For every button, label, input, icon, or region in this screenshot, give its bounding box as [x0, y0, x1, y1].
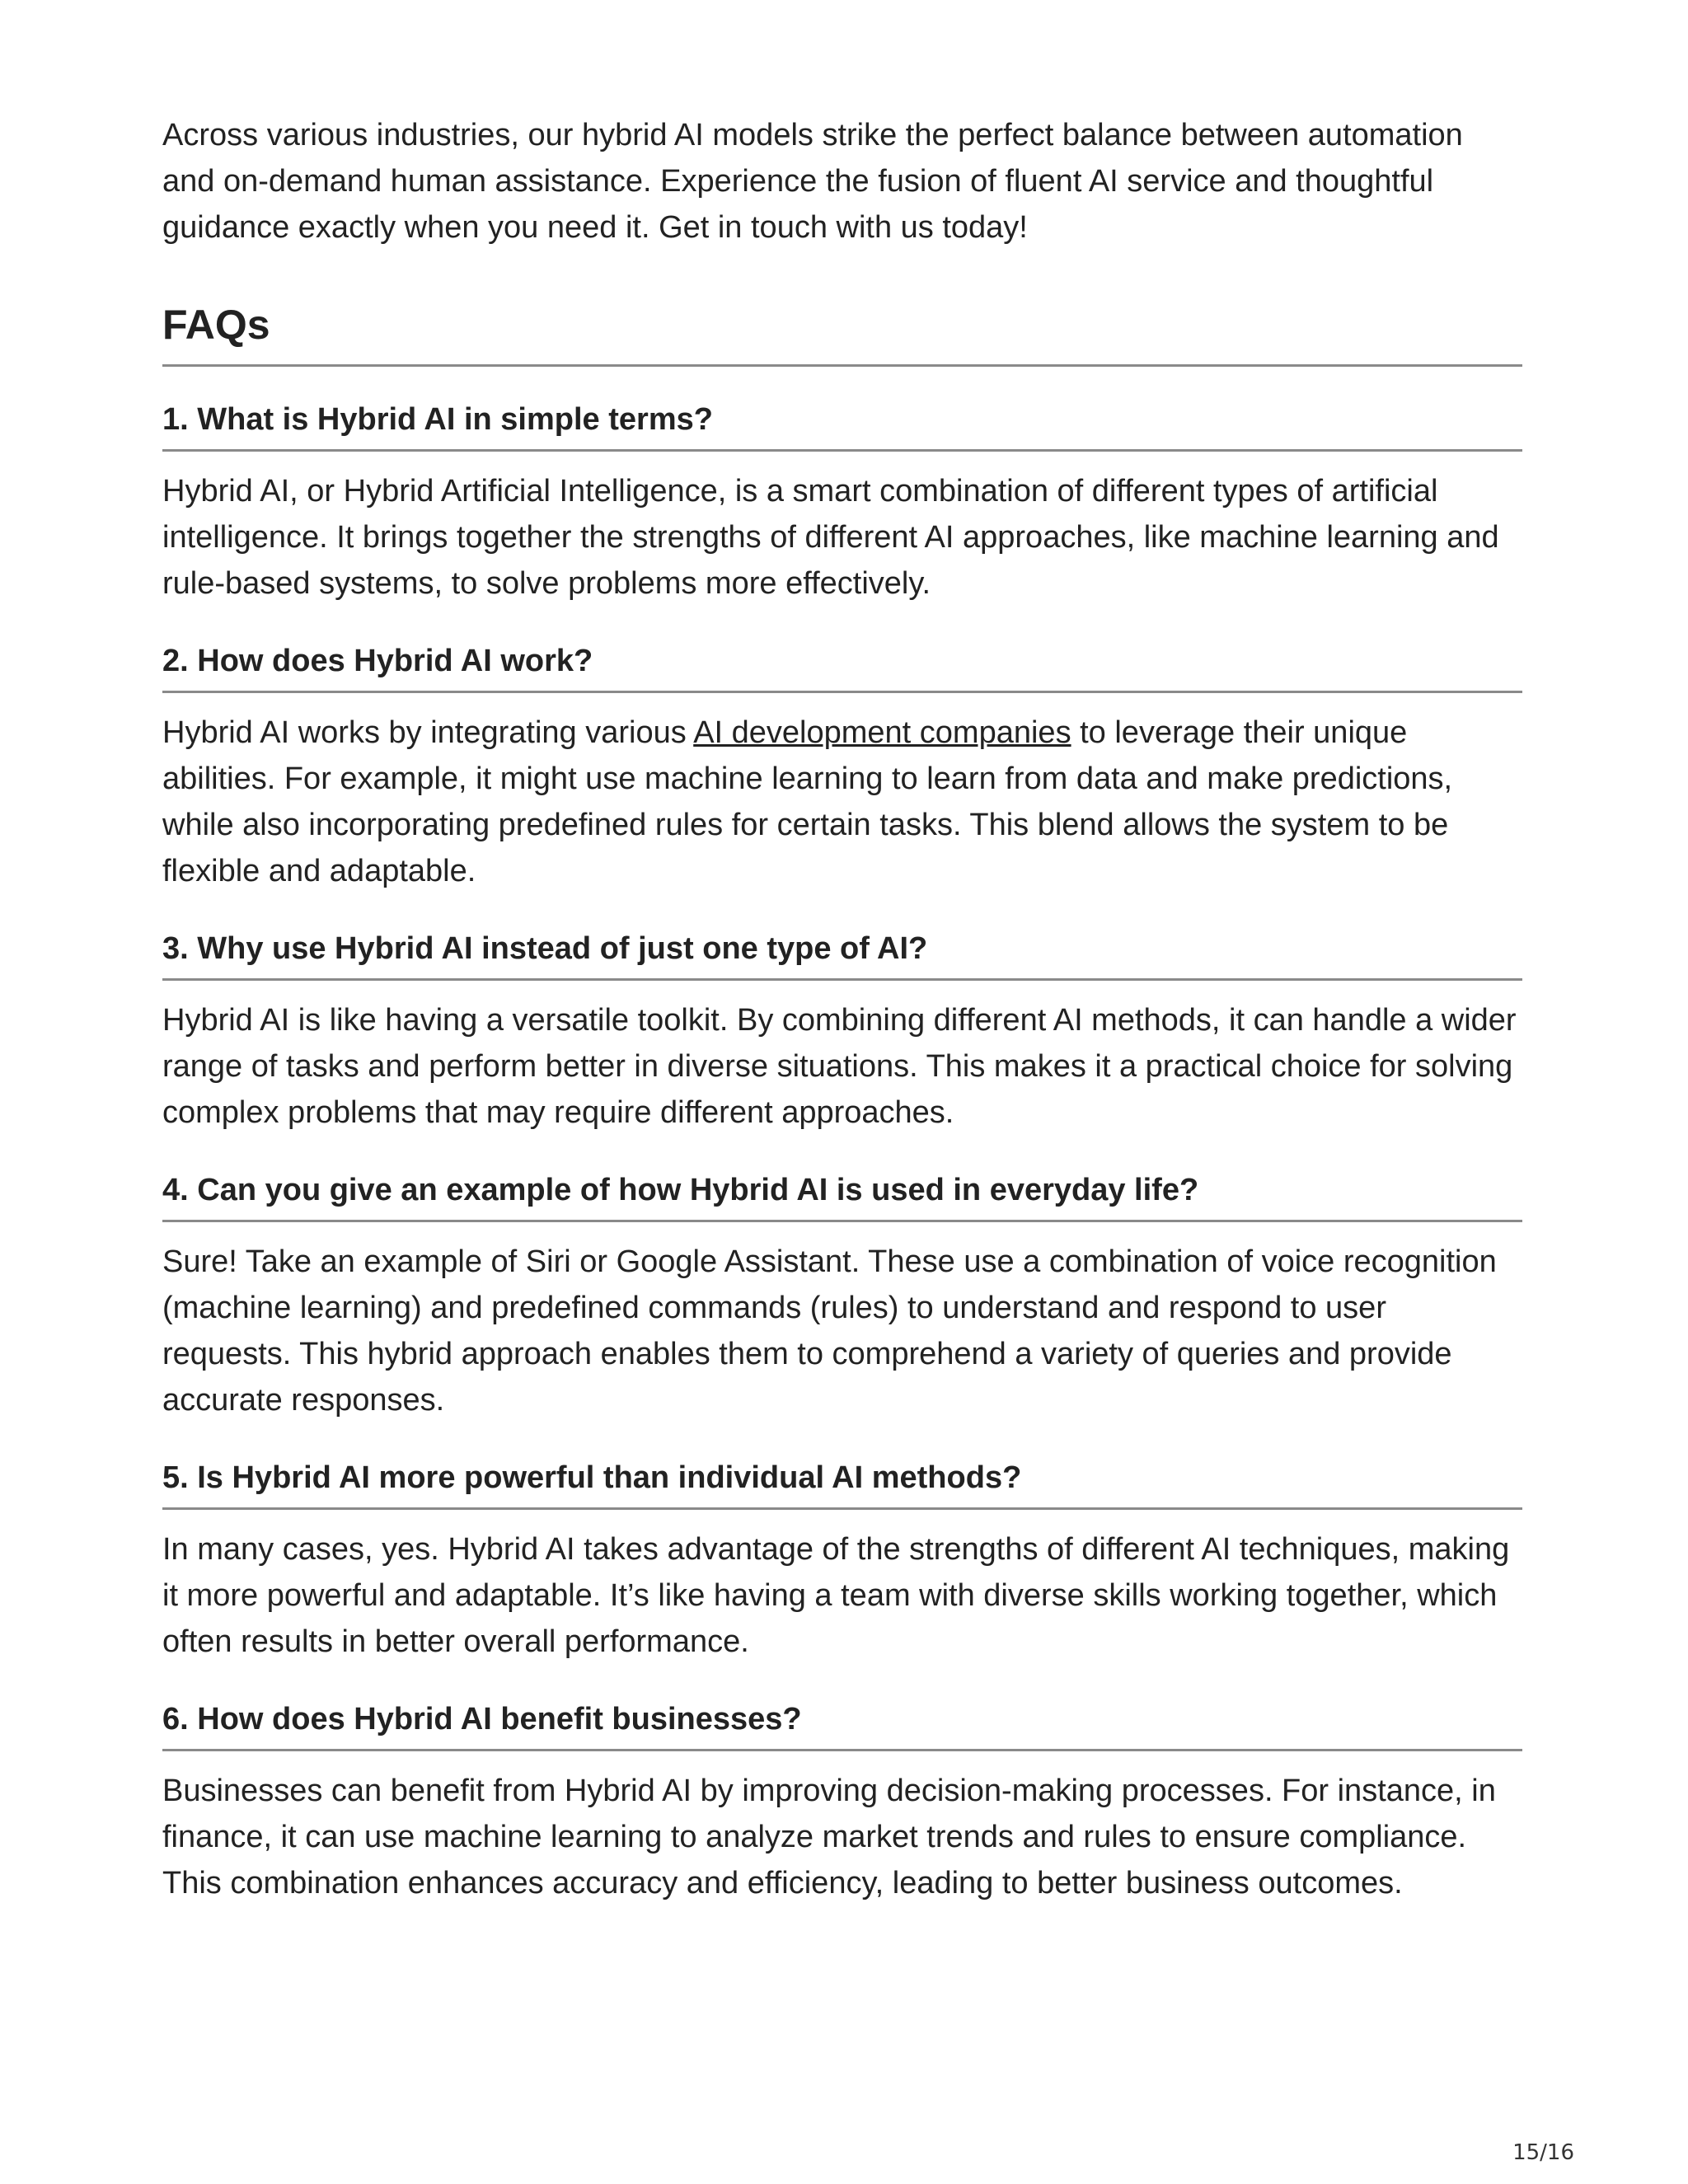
faq-answer: Hybrid AI is like having a versatile toolkit. By combining different AI methods, it can handle a wider range of tasks and perform better in diverse situations. This makes it a practical choice for solving complex problems that may require different approaches. [162, 1003, 1517, 1130]
faq-question: 6. How does Hybrid AI benefit businesses? [162, 1699, 1522, 1751]
faq-item [162, 641, 1522, 894]
faqs-heading: FAQs [162, 300, 1522, 367]
faq-item [162, 929, 1522, 1136]
intro-paragraph: Across various industries, our hybrid AI models strike the perfect balance between automation and on-demand human assistance. Experience the fusion of fluent AI service and thoughtful guidance exactly when you need it. Get in touch with us today! [162, 118, 1463, 245]
faq-question: 5. Is Hybrid AI more powerful than individual AI methods? [162, 1458, 1522, 1510]
faq-item [162, 1170, 1522, 1423]
document-page [162, 112, 1522, 1906]
faq-answer: Sure! Take an example of Siri or Google Assistant. These use a combination of voice recognition (machine learning) and predefined commands (rules) to understand and respond to user requests. This hybrid approach enables them to comprehend a variety of queries and provide accurate responses. [162, 1244, 1497, 1418]
faq-question: 4. Can you give an example of how Hybrid AI is used in everyday life? [162, 1170, 1522, 1222]
page-number: 15/16 [1512, 2140, 1574, 2165]
faq-answer: In many cases, yes. Hybrid AI takes advantage of the strengths of different AI techniques, making it more powerful and adaptable. It’s like having a team with diverse skills working together, which often results in better overall performance. [162, 1532, 1510, 1659]
faq-answer [162, 710, 1522, 894]
faq-item [162, 1699, 1522, 1906]
faq-answer-text: Hybrid AI works by integrating various [162, 715, 694, 750]
faq-answer-text: to leverage their unique abilities. For example, it might use machine learning to learn from data and make predictions, while also incorporating predefined rules for certain tasks. This blend allows the system to be flexible and adaptable. [162, 715, 1453, 888]
faq-answer: Hybrid AI, or Hybrid Artificial Intelligence, is a smart combination of different types of artificial intelligence. It brings together the strengths of different AI approaches, like machine learning and rule-based systems, to solve problems more effectively. [162, 474, 1499, 601]
faq-question: 1. What is Hybrid AI in simple terms? [162, 400, 1522, 452]
faq-question: 2. How does Hybrid AI work? [162, 641, 1522, 693]
ai-development-companies-link[interactable]: AI development companies [693, 715, 1071, 750]
faq-answer: Businesses can benefit from Hybrid AI by improving decision-making processes. For instance, in finance, it can use machine learning to analyze market trends and rules to ensure compliance. This combination enhances accuracy and efficiency, leading to better business outcomes. [162, 1774, 1496, 1900]
faq-question: 3. Why use Hybrid AI instead of just one type of AI? [162, 929, 1522, 981]
faq-item [162, 400, 1522, 607]
faq-item [162, 1458, 1522, 1665]
